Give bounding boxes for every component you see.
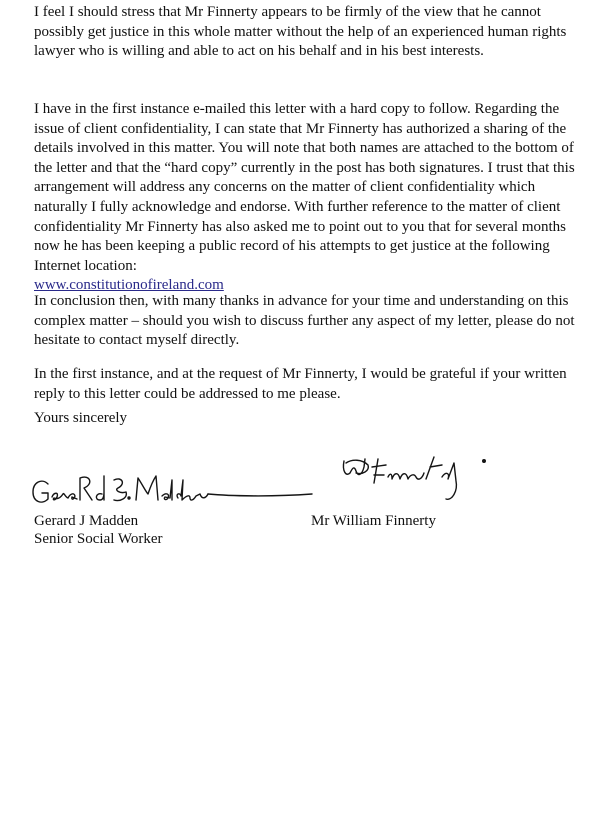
signatory-name-madden: Gerard J Madden	[34, 513, 139, 529]
signature-william-finnerty	[338, 453, 498, 505]
signatory-title-madden: Senior Social Worker	[34, 531, 163, 547]
paragraph-stress: I feel I should stress that Mr Finnerty appears to be firmly of the view that he cannot possibly get justice in this whole matter without the help of an experienced human rights lawyer who is willing and able to act on his behalf and in his best interests.	[34, 4, 567, 60]
closing-salutation: Yours sincerely	[34, 410, 128, 426]
website-link[interactable]: www.constitutionofireland.com	[34, 277, 224, 294]
paragraph-conclusion: In conclusion then, with many thanks in advance for your time and understanding on this complex matter – should you wish to discuss further any aspect of my letter, please do not hesitate to contact myself directly.	[34, 293, 575, 349]
signatory-name-finnerty: Mr William Finnerty	[311, 513, 436, 529]
paragraph-confidentiality-text: I have in the first instance e-mailed this letter with a hard copy to follow. Regarding the issue of client confidentiality, I can state that Mr Finnerty has authorized a sharing of the details involved in this matter. You will note that both names are attached to the bottom of the letter and that the “hard copy” currently in the post has both signatures. I trust that this arrangement will address any concerns on the matter of client confidentiality which naturally I fully acknowledge and endorse. With further reference to the matter of client confidentiality Mr Finnerty has also asked me to point out to you that for several months now he has been keeping a public record of his attempts to get justice at the following Internet location:	[34, 101, 575, 274]
paragraph-confidentiality	[34, 100, 582, 296]
signature-gerard-madden	[30, 470, 315, 514]
paragraph-reply-request: In the first instance, and at the request of Mr Finnerty, I would be grateful if your written reply to this letter could be addressed to me please.	[34, 366, 567, 402]
